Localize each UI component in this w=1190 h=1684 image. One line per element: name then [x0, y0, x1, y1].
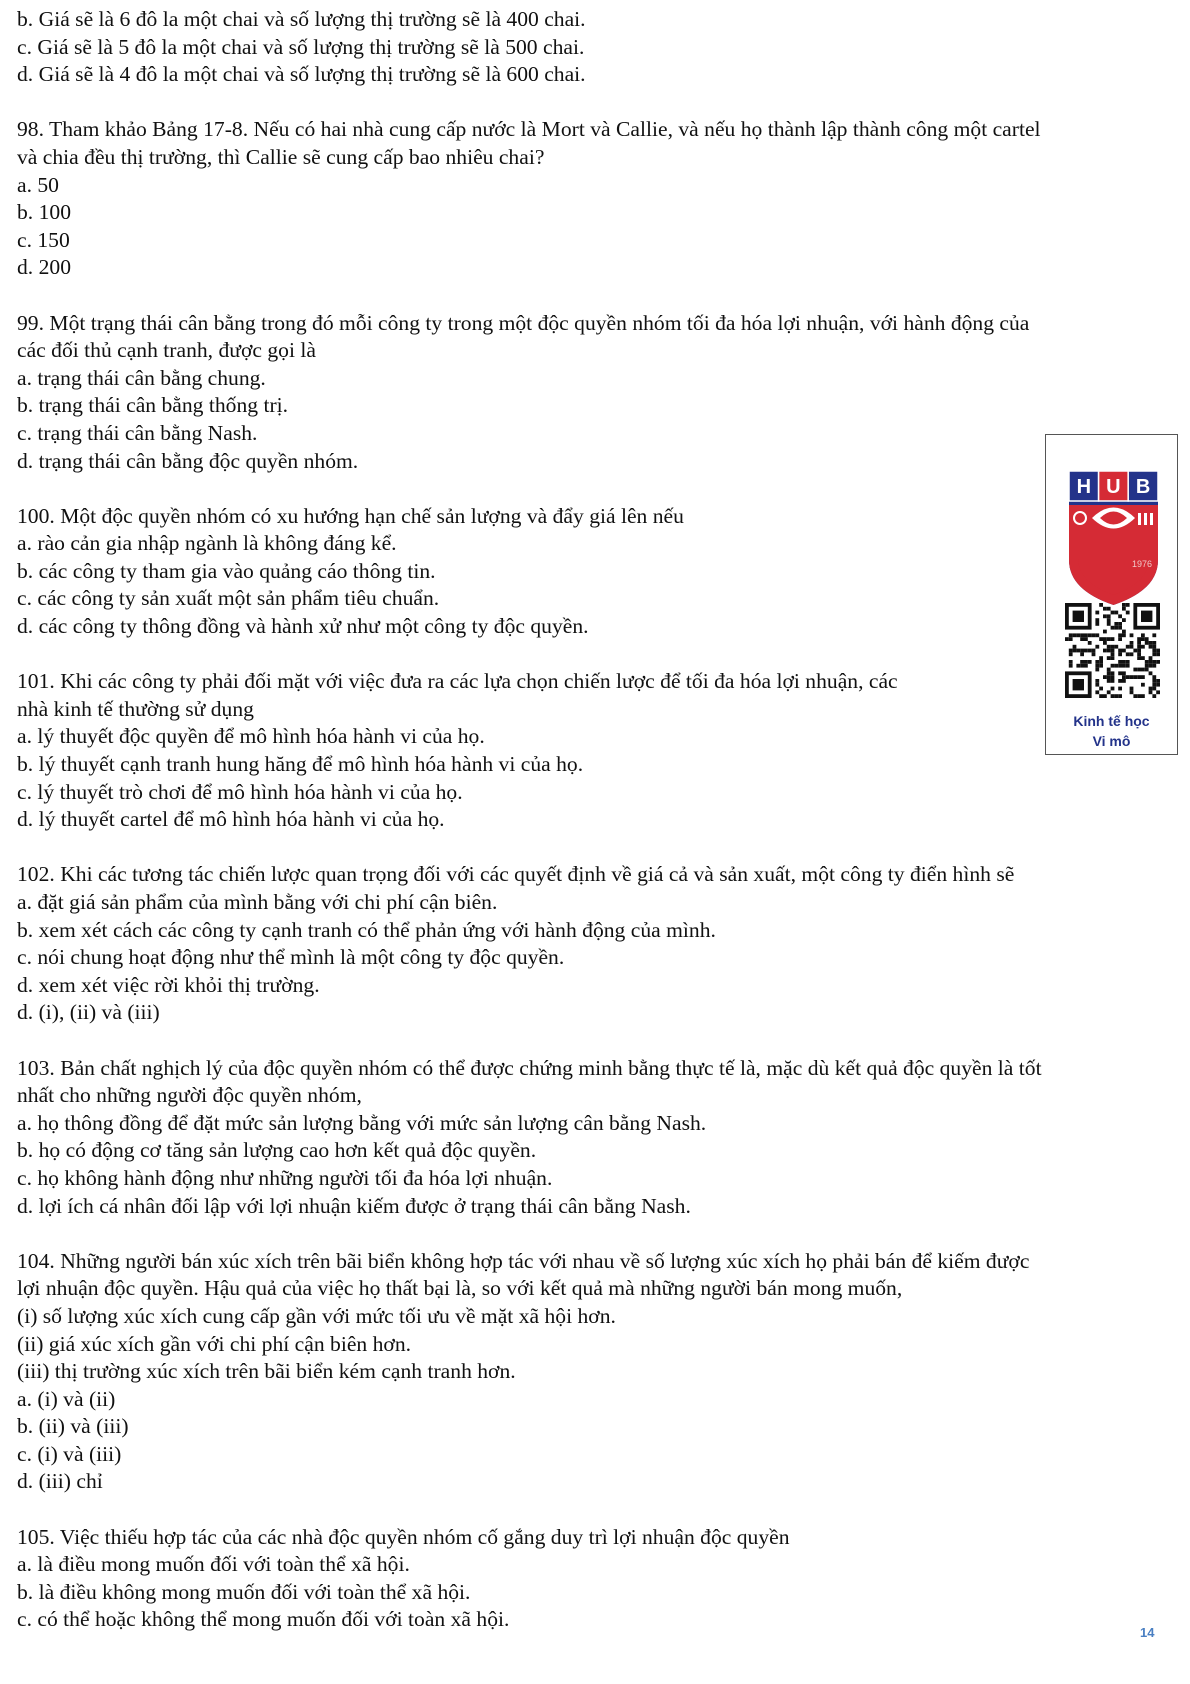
option-line: c. lý thuyết trò chơi để mô hình hóa hành vi của họ. [17, 779, 463, 804]
option-line: c. trạng thái cân bằng Nash. [17, 420, 258, 445]
option-line: d. xem xét việc rời khỏi thị trường. [17, 972, 320, 997]
question-text: 102. Khi các tương tác chiến lược quan trọng đối với các quyết định về giá cả và sản xuất, một công ty điển hình sẽ [17, 862, 1015, 887]
option-line: c. các công ty sản xuất một sản phẩm tiêu chuẩn. [17, 586, 440, 611]
hub-logo [1046, 435, 1179, 756]
badge-year: 1976 [1131, 559, 1153, 569]
badge-letter-u: U [1106, 476, 1121, 498]
question-101 [17, 668, 1167, 834]
question-100 [17, 503, 1167, 641]
document-body [17, 6, 1167, 1634]
option-line: d. Giá sẽ là 4 đô la một chai và số lượng thị trường sẽ là 600 chai. [17, 62, 586, 87]
option-line: b. họ có động cơ tăng sản lượng cao hơn kết quả độc quyền. [17, 1138, 537, 1163]
option-line: b. Giá sẽ là 6 đô la một chai và số lượng thị trường sẽ là 400 chai. [17, 7, 586, 31]
option-line: a. (i) và (ii) [17, 1386, 116, 1411]
question-text: 100. Một độc quyền nhóm có xu hướng hạn chế sản lượng và đẩy giá lên nếu [17, 503, 684, 528]
option-line: a. trạng thái cân bằng chung. [17, 365, 266, 390]
question-text: lợi nhuận độc quyền. Hậu quả của việc họ thất bại là, so với kết quả mà những người bán mong muốn, [17, 1276, 903, 1301]
option-line: a. rào cản gia nhập ngành là không đáng kể. [17, 531, 397, 556]
option-line: d. 200 [17, 255, 71, 280]
question-98 [17, 116, 1167, 282]
option-line: b. lý thuyết cạnh tranh hung hăng để mô hình hóa hành vi của họ. [17, 752, 584, 777]
option-line: d. các công ty thông đồng và hành xử như một công ty độc quyền. [17, 614, 589, 639]
question-99 [17, 310, 1167, 476]
question-text: 98. Tham khảo Bảng 17-8. Nếu có hai nhà cung cấp nước là Mort và Callie, và nếu họ thành lập thành công một cartel [17, 117, 1041, 142]
option-line: c. họ không hành động như những người tối đa hóa lợi nhuận. [17, 1165, 553, 1190]
option-line: d. (i), (ii) và (iii) [17, 1000, 160, 1025]
statement-line: (iii) thị trường xúc xích trên bãi biển kém cạnh tranh hơn. [17, 1359, 516, 1384]
badge-letter-h: H [1076, 476, 1092, 498]
option-line: b. là điều không mong muốn đối với toàn thể xã hội. [17, 1579, 471, 1604]
badge-letter-b: B [1135, 476, 1151, 498]
option-line: c. nói chung hoạt động như thể mình là một công ty độc quyền. [17, 945, 565, 970]
statement-line: (i) số lượng xúc xích cung cấp gần với mức tối ưu về mặt xã hội hơn. [17, 1303, 616, 1328]
option-line: a. lý thuyết độc quyền để mô hình hóa hành vi của họ. [17, 724, 485, 749]
option-line: b. trạng thái cân bằng thống trị. [17, 393, 289, 418]
option-line: d. lý thuyết cartel để mô hình hóa hành vi của họ. [17, 807, 445, 832]
option-line: d. trạng thái cân bằng độc quyền nhóm. [17, 448, 359, 473]
statement-line: (ii) giá xúc xích gần với chi phí cận biên hơn. [17, 1331, 412, 1356]
option-line: c. có thể hoặc không thể mong muốn đối với toàn xã hội. [17, 1607, 510, 1632]
option-line: a. 50 [17, 172, 59, 197]
question-103 [17, 1055, 1167, 1221]
badge-title: Kinh tế học [1073, 713, 1150, 729]
question-105 [17, 1524, 1167, 1634]
question-text: các đối thủ cạnh tranh, được gọi là [17, 338, 316, 363]
question-text: và chia đều thị trường, thì Callie sẽ cung cấp bao nhiêu chai? [17, 144, 545, 169]
option-line: a. đặt giá sản phẩm của mình bằng với chi phí cận biên. [17, 890, 498, 914]
option-line: d. lợi ích cá nhân đối lập với lợi nhuận kiếm được ở trạng thái cân bằng Nash. [17, 1193, 691, 1218]
hub-badge [1045, 434, 1178, 755]
question-104 [17, 1248, 1167, 1496]
question-text: 99. Một trạng thái cân bằng trong đó mỗi công ty trong một độc quyền nhóm tối đa hóa lợi nhuận, với hành động của [17, 310, 1030, 335]
question-text: 103. Bản chất nghịch lý của độc quyền nhóm có thể được chứng minh bằng thực tế là, mặc dù kết quả độc quyền là tốt [17, 1055, 1042, 1080]
option-line: c. (i) và (iii) [17, 1441, 122, 1466]
option-line: c. 150 [17, 227, 70, 252]
option-line: a. là điều mong muốn đối với toàn thể xã hội. [17, 1552, 410, 1577]
question-text: 104. Những người bán xúc xích trên bãi biển không hợp tác với nhau về số lượng xúc xích họ phải bán để kiếm được [17, 1248, 1030, 1273]
option-line: a. họ thông đồng để đặt mức sản lượng bằng với mức sản lượng cân bằng Nash. [17, 1110, 707, 1135]
option-line: b. 100 [17, 200, 71, 225]
question-text: 105. Việc thiếu hợp tác của các nhà độc quyền nhóm cố gắng duy trì lợi nhuận độc quyền [17, 1524, 790, 1549]
badge-subtitle: Vi mô [1092, 733, 1131, 749]
option-line: b. các công ty tham gia vào quảng cáo thông tin. [17, 558, 436, 583]
option-line: d. (iii) chỉ [17, 1469, 103, 1494]
question-text: 101. Khi các công ty phải đối mặt với việc đưa ra các lựa chọn chiến lược để tối đa hóa lợi nhuận, các [17, 669, 898, 694]
option-line: b. xem xét cách các công ty cạnh tranh có thể phản ứng với hành động của mình. [17, 917, 716, 942]
question-text: nhà kinh tế thường sử dụng [17, 696, 254, 721]
options-continued [17, 6, 1167, 89]
option-line: c. Giá sẽ là 5 đô la một chai và số lượng thị trường sẽ là 500 chai. [17, 34, 585, 59]
page-number: 14 [1140, 1625, 1155, 1640]
qr-code [1065, 603, 1160, 698]
option-line: b. (ii) và (iii) [17, 1414, 129, 1439]
question-text: nhất cho những người độc quyền nhóm, [17, 1083, 362, 1108]
question-102 [17, 861, 1167, 1027]
